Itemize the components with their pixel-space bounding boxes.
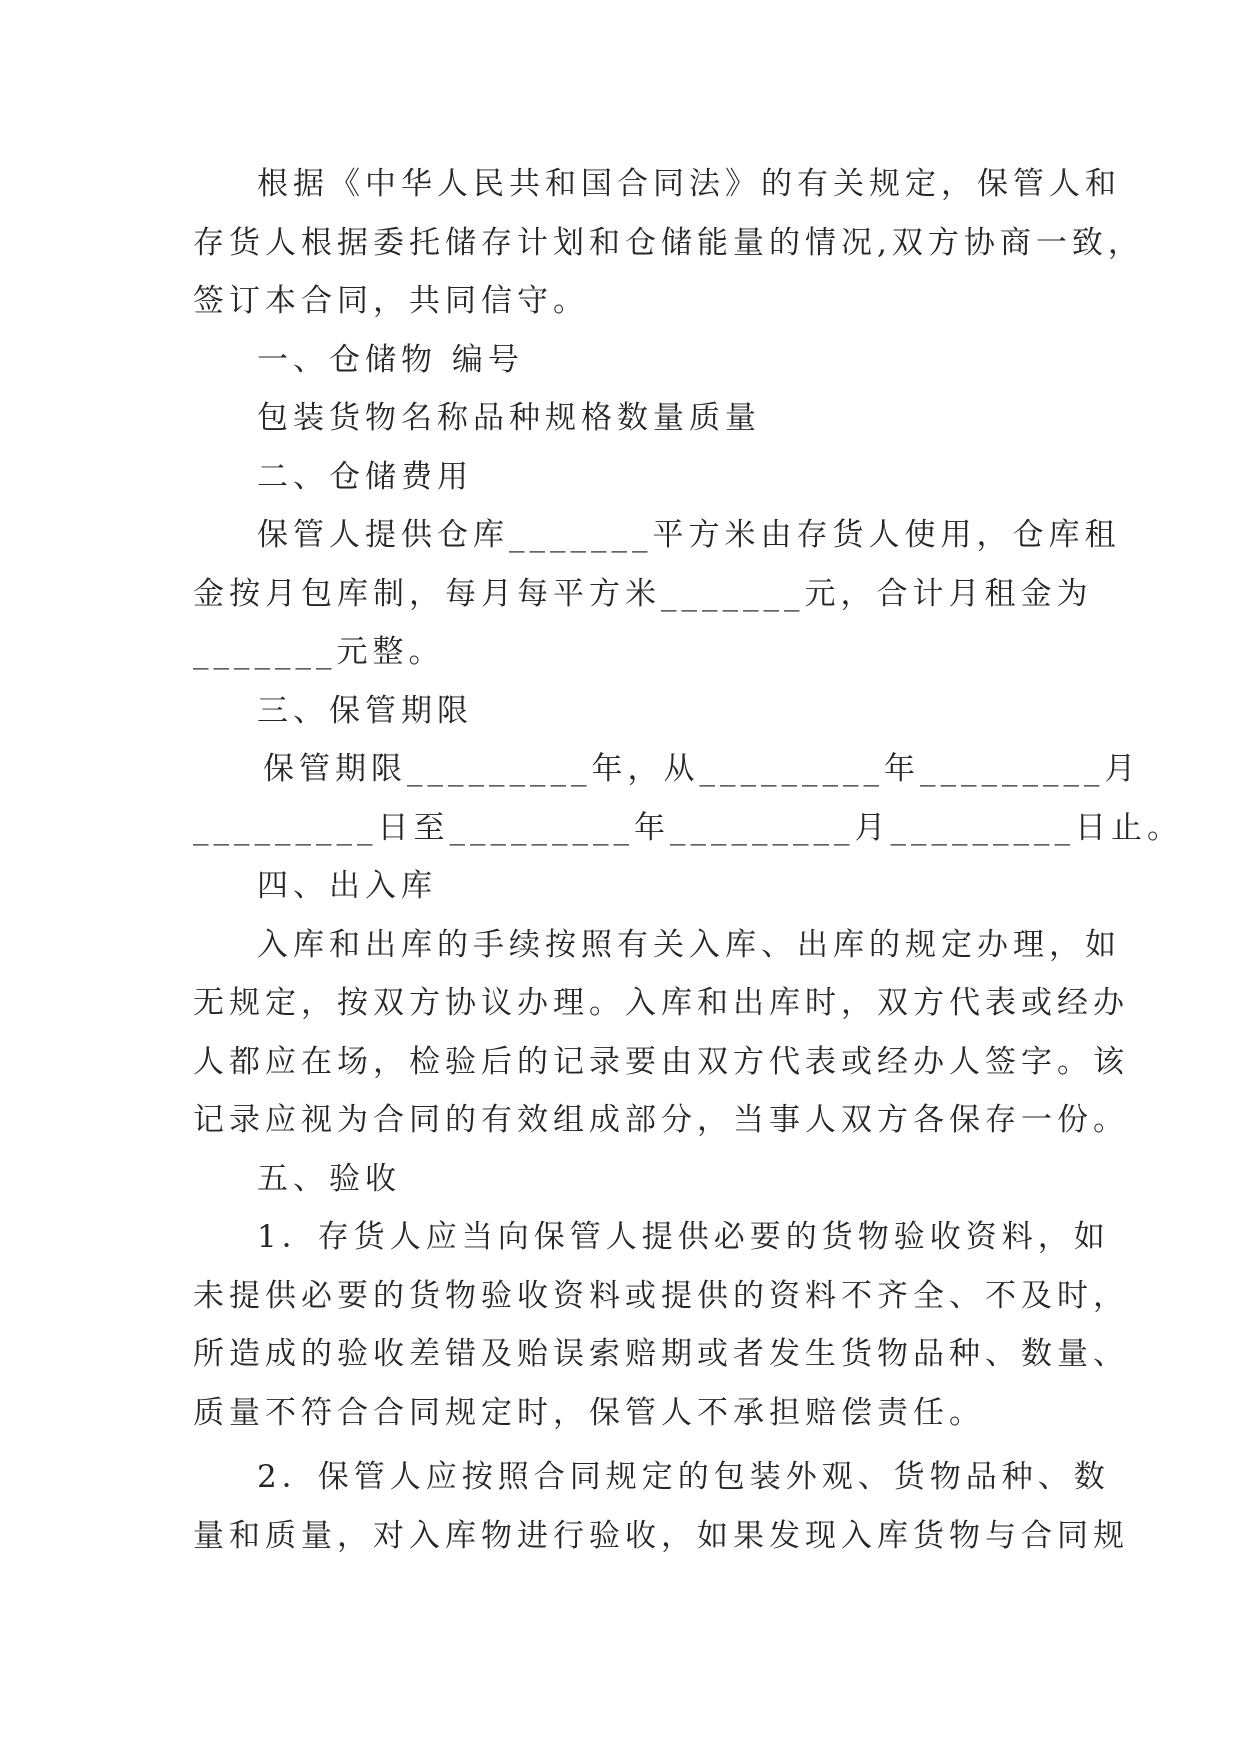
paragraph-preamble-line-2: 存货人根据委托储存计划和仓储能量的情况,双方协商一致， [193, 224, 1144, 261]
in-out-line-4: 记录应视为合同的有效组成部分，当事人双方各保存一份。 [193, 1102, 1129, 1138]
paragraph-preamble-line-3: 签订本合同，共同信守。 [193, 283, 589, 319]
section-heading-acceptance: 五、验收 [257, 1160, 401, 1197]
section-heading-storage-goods: 一、仓储物 编号 [257, 341, 524, 378]
acceptance-item-1-line-4: 质量不符合合同规定时，保管人不承担赔偿责任。 [193, 1394, 985, 1431]
storage-fees-line-1: 保管人提供仓库_______平方米由存货人使用，仓库租 [257, 517, 1121, 553]
storage-goods-fields: 包装货物名称品种规格数量质量 [257, 400, 761, 436]
storage-period-line-1: 保管期限_________年，从_________年_________月 [263, 751, 1141, 787]
paragraph-preamble-line-1: 根据《中华人民共和国合同法》的有关规定，保管人和 [257, 166, 1121, 202]
in-out-line-2: 无规定，按双方协议办理。入库和出库时，双方代表或经办 [193, 985, 1129, 1021]
acceptance-item-1-line-1: 1．存货人应当向保管人提供必要的货物验收资料，如 [257, 1219, 1110, 1255]
section-heading-in-out: 四、出入库 [257, 868, 437, 904]
storage-fees-line-3: _______元整。 [193, 634, 445, 670]
acceptance-item-1-line-3: 所造成的验收差错及贻误索赔期或者发生货物品种、数量、 [193, 1336, 1129, 1372]
storage-period-line-2: _________日至_________年_________月_________日止。 [193, 809, 1183, 846]
in-out-line-1: 入库和出库的手续按照有关入库、出库的规定办理，如 [257, 926, 1121, 963]
storage-fees-line-2: 金按月包库制，每月每平方米_______元，合计月租金为 [193, 575, 1093, 612]
acceptance-item-2-line-1: 2．保管人应按照合同规定的包装外观、货物品种、数 [257, 1459, 1110, 1495]
in-out-line-3: 人都应在场，检验后的记录要由双方代表或经办人签字。该 [193, 1043, 1129, 1080]
contract-body [193, 155, 1183, 1565]
section-heading-storage-period: 三、保管期限 [257, 692, 473, 729]
section-heading-storage-fees: 二、仓储费用 [257, 458, 473, 495]
acceptance-item-2-line-2: 量和质量，对入库物进行验收，如果发现入库货物与合同规 [193, 1517, 1129, 1554]
acceptance-item-1-line-2: 未提供必要的货物验收资料或提供的资料不齐全、不及时， [193, 1277, 1129, 1314]
